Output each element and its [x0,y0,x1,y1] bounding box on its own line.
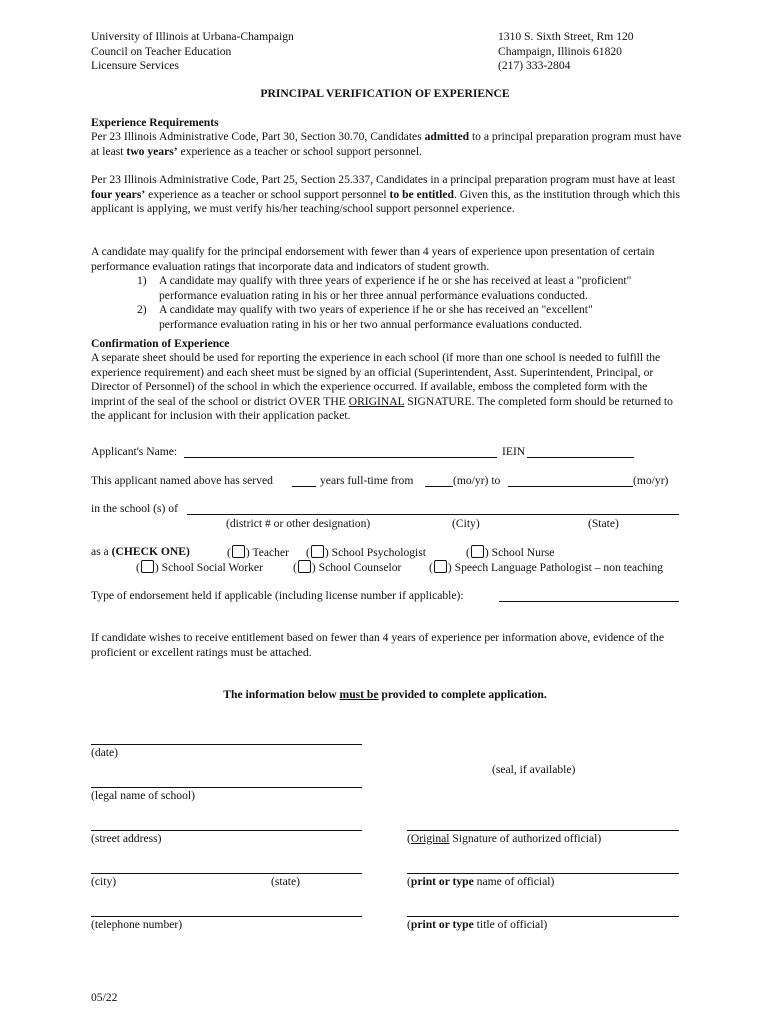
city-state-line[interactable] [91,873,362,874]
signature-line[interactable] [407,830,679,831]
telephone-caption: (telephone number) [91,918,183,931]
experience-paragraph-3: A candidate may qualify for the principal endorsement with fewer than 4 years of experience upon presentation of certain performance evaluation ratings that incorporate data and indicators of student growth. [91,245,655,273]
confirmation-paragraph: A separate sheet should be used for reporting the experience in each school (if more than one school is needed to fulfill the experience requirement) and each sheet must be signed by an official (Superintendent, Asst. Superintendent, Principal, or Director of Personnel) of the school in which the experience occurred. If available, emboss the completed form with the imprint of the seal of the school or district OVER THE ORIGINAL SIGNATURE. The completed form should be returned to the applicant for inclusion with their application packet. [91,351,673,423]
school-label: in the school (s) of [91,502,178,515]
page-title: PRINCIPAL VERIFICATION OF EXPERIENCE [260,87,510,100]
list-item: 1) [137,274,147,287]
checkbox-icon[interactable] [141,560,154,573]
experience-paragraph-2: Per 23 Illinois Administrative Code, Part 25, Section 25.337, Candidates in a principal preparation program must have at least four years’ experience as a teacher or school support personnel to be entitled. Given this, as the institution through which this applicant is applying, we must verify his/her teaching/school support personnel experience. [91,173,681,216]
endorsement-label: Type of endorsement held if applicable (including license number if applicable): [91,589,464,602]
experience-heading: Experience Requirements [91,116,219,129]
date-caption: (date) [91,746,119,759]
checkbox-icon[interactable] [232,545,245,558]
checkbox-icon[interactable] [434,560,447,573]
street-address-line[interactable] [91,830,362,831]
served-label-2: years full-time from [320,474,414,487]
iein-field[interactable] [527,457,634,458]
experience-paragraph-1: Per 23 Illinois Administrative Code, Part 30, Section 30.70, Candidates admitted to a principal preparation program must have at least two years’ experience as a teacher or school support personnel. [91,130,682,158]
checkbox-icon[interactable] [471,545,484,558]
form-version: 05/22 [91,991,118,1004]
moyr-label: (mo/yr) to [453,474,501,487]
served-label: This applicant named above has served [91,474,273,487]
city-caption: (City) [452,517,480,530]
official-name-caption: (print or type name of official) [407,875,555,888]
official-title-caption: (print or type title of official) [407,918,548,931]
role-prompt: as a (CHECK ONE) [91,545,190,558]
legal-name-line[interactable] [91,787,362,788]
date-line[interactable] [91,744,362,745]
role-option-speech-language-pathologist[interactable]: ( ) Speech Language Pathologist – non teaching [429,561,663,574]
role-option-school-social-worker[interactable]: ( ) School Social Worker [136,561,263,574]
confirmation-heading: Confirmation of Experience [91,337,230,350]
official-title-line[interactable] [407,916,679,917]
address-line: Champaign, Illinois 61820 [498,44,622,58]
checkbox-icon[interactable] [311,545,324,558]
iein-label: IEIN [502,445,526,458]
role-option-school-nurse[interactable]: ( ) School Nurse [466,546,555,559]
state-caption: (state) [271,875,300,888]
address-line: (217) 333-2804 [498,59,571,73]
endorsement-field[interactable] [499,601,679,602]
city-caption: (city) [91,875,117,888]
info-below-notice: The information below must be provided to complete application. [223,688,547,701]
from-date-field[interactable] [425,486,453,487]
years-field[interactable] [292,486,316,487]
seal-caption: (seal, if available) [492,763,576,776]
state-caption: (State) [588,517,619,530]
to-date-field[interactable] [508,486,633,487]
school-field[interactable] [187,514,679,515]
institution-line: Council on Teacher Education [91,44,232,58]
address-header [498,30,634,74]
district-caption: (district # or other designation) [226,517,371,530]
list-item-text: A candidate may qualify with three years of experience if he or she has received at least a "proficient" performance evaluation rating in his or her three annual performance evaluations conducted. [159,274,632,302]
moyr-label-2: (mo/yr) [633,474,669,487]
list-item-text: A candidate may qualify with two years of experience if he or she has received an "excellent" performance evaluation rating in his or her two annual performance evaluations conducted. [159,303,593,331]
address-line: 1310 S. Sixth Street, Rm 120 [498,30,634,43]
applicant-name-field[interactable] [184,457,497,458]
street-address-caption: (street address) [91,832,162,845]
legal-name-caption: (legal name of school) [91,789,195,802]
list-item: 2) [137,303,147,316]
institution-header [91,30,294,74]
institution-line: University of Illinois at Urbana-Champaign [91,30,294,43]
applicant-name-label: Applicant's Name: [91,445,178,458]
fewer-years-note: If candidate wishes to receive entitlement based on fewer than 4 years of experience per information above, evidence of the proficient or excellent ratings must be attached. [91,631,664,659]
checkbox-icon[interactable] [298,560,311,573]
institution-line: Licensure Services [91,59,179,73]
signature-caption: (Original Signature of authorized official) [407,832,602,845]
role-option-school-psychologist[interactable]: ( ) School Psychologist [306,546,427,559]
role-option-teacher[interactable]: ( ) Teacher [227,546,289,559]
telephone-line[interactable] [91,916,362,917]
official-name-line[interactable] [407,873,679,874]
role-option-school-counselor[interactable]: ( ) School Counselor [293,561,402,574]
